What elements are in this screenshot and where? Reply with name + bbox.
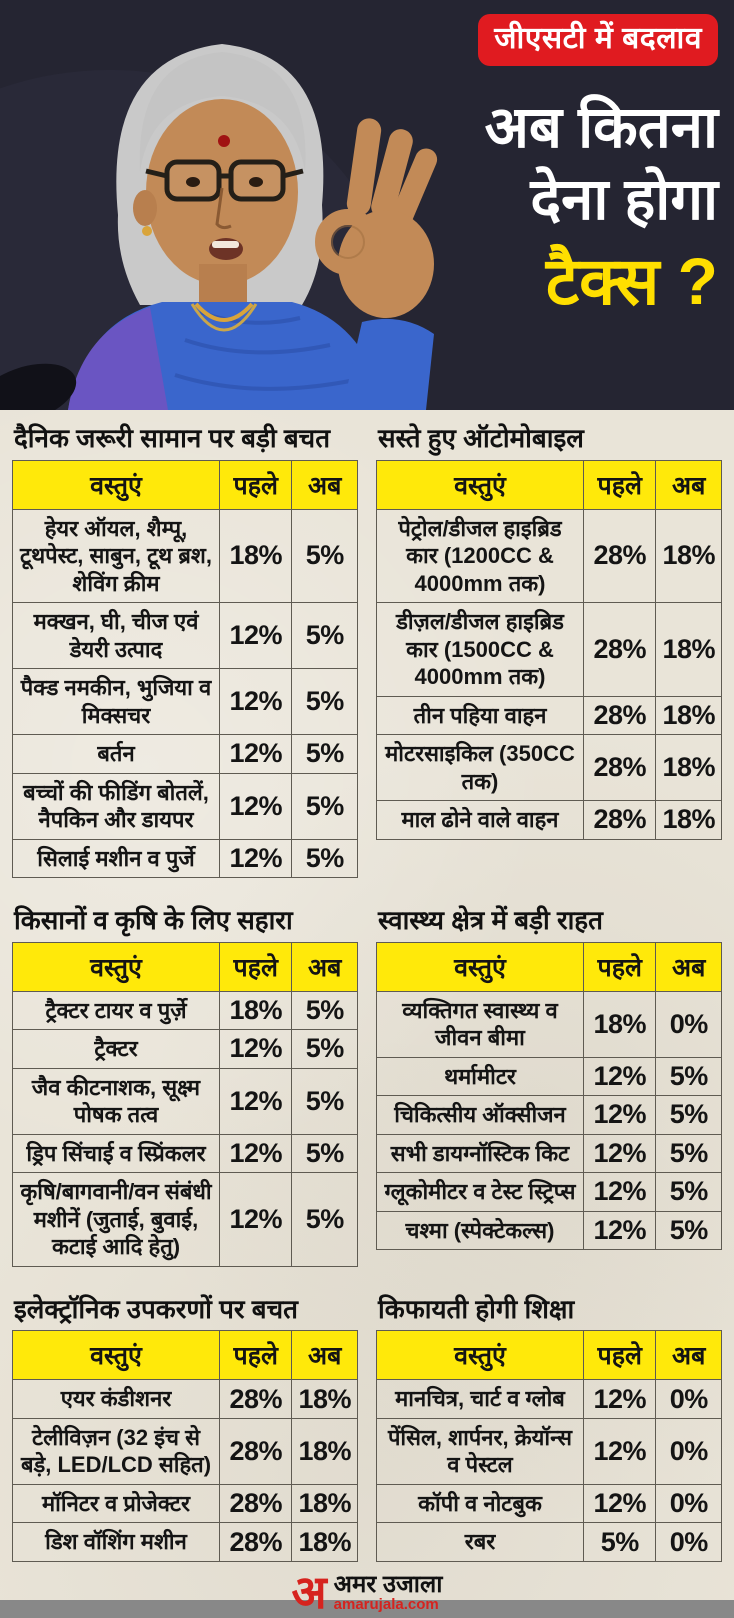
item-cell: रबर xyxy=(377,1523,584,1562)
rates-table xyxy=(376,1330,722,1562)
rate-now-cell: 18% xyxy=(292,1380,358,1419)
table-row xyxy=(377,696,722,735)
rate-before-cell: 12% xyxy=(220,669,292,735)
item-cell: बच्चों की फीडिंग बोतलें, नैपकिन और डायपर xyxy=(13,773,220,839)
item-cell: कॉपी व नोटबुक xyxy=(377,1484,584,1523)
column-header: अब xyxy=(292,460,358,509)
header-row xyxy=(13,942,358,991)
rate-now-cell: 5% xyxy=(292,773,358,839)
table-row xyxy=(377,1057,722,1096)
rate-now-cell: 5% xyxy=(656,1057,722,1096)
rate-now-cell: 18% xyxy=(656,696,722,735)
table-row xyxy=(377,603,722,697)
rate-before-cell: 12% xyxy=(584,1173,656,1212)
section-3 xyxy=(376,898,722,1267)
header-banner xyxy=(0,0,734,410)
item-cell: सिलाई मशीन व पुर्जे xyxy=(13,839,220,878)
rate-before-cell: 12% xyxy=(584,1096,656,1135)
section-4 xyxy=(12,1287,358,1562)
rate-now-cell: 18% xyxy=(656,603,722,697)
rates-table xyxy=(12,1330,358,1562)
rate-before-cell: 28% xyxy=(584,509,656,603)
rate-now-cell: 5% xyxy=(292,1068,358,1134)
item-cell: पेट्रोल/डीजल हाइब्रिड कार (1200CC & 4000mm तक) xyxy=(377,509,584,603)
section-5 xyxy=(376,1287,722,1562)
badge: जीएसटी में बदलाव xyxy=(478,14,718,66)
rates-table xyxy=(12,460,358,879)
item-cell: चिकित्सीय ऑक्सीजन xyxy=(377,1096,584,1135)
table-row xyxy=(13,839,358,878)
table-row xyxy=(13,1134,358,1173)
section-0 xyxy=(12,416,358,878)
item-cell: डिश वॉशिंग मशीन xyxy=(13,1523,220,1562)
table-row xyxy=(377,1211,722,1250)
table-row xyxy=(377,1523,722,1562)
rate-now-cell: 5% xyxy=(292,1173,358,1267)
rate-now-cell: 5% xyxy=(292,1134,358,1173)
section-title: सस्ते हुए ऑटोमोबाइल xyxy=(378,423,584,453)
column-header: पहले xyxy=(584,1331,656,1380)
rate-now-cell: 5% xyxy=(292,509,358,603)
header-row xyxy=(13,460,358,509)
item-cell: मक्खन, घी, चीज एवं डेयरी उत्पाद xyxy=(13,603,220,669)
rate-before-cell: 12% xyxy=(584,1484,656,1523)
rate-before-cell: 18% xyxy=(584,991,656,1057)
publisher-logo xyxy=(12,1567,722,1618)
rate-now-cell: 5% xyxy=(656,1096,722,1135)
rate-now-cell: 5% xyxy=(656,1211,722,1250)
table-row xyxy=(377,1418,722,1484)
rate-now-cell: 5% xyxy=(292,735,358,774)
column-header: अब xyxy=(656,1331,722,1380)
rate-now-cell: 0% xyxy=(656,1418,722,1484)
rate-now-cell: 18% xyxy=(292,1484,358,1523)
rate-before-cell: 5% xyxy=(584,1523,656,1562)
rate-before-cell: 12% xyxy=(220,839,292,878)
rate-now-cell: 5% xyxy=(292,991,358,1030)
item-cell: कृषि/बागवानी/वन संबंधी मशीनें (जुताई, बुवाई, कटाई आदि हेतु) xyxy=(13,1173,220,1267)
column-header: वस्तुएं xyxy=(13,942,220,991)
column-header: अब xyxy=(292,942,358,991)
table-row xyxy=(13,735,358,774)
item-cell: डीज़ल/डीजल हाइब्रिड कार (1500CC & 4000mm तक) xyxy=(377,603,584,697)
table-row xyxy=(377,1484,722,1523)
table-row xyxy=(13,1068,358,1134)
section-title: दैनिक जरूरी सामान पर बड़ी बचत xyxy=(14,423,331,453)
rate-before-cell: 28% xyxy=(220,1484,292,1523)
rate-before-cell: 18% xyxy=(220,509,292,603)
rate-before-cell: 12% xyxy=(584,1134,656,1173)
rate-before-cell: 12% xyxy=(220,603,292,669)
column-header: पहले xyxy=(584,460,656,509)
column-header: वस्तुएं xyxy=(377,460,584,509)
item-cell: थर्मामीटर xyxy=(377,1057,584,1096)
rate-now-cell: 5% xyxy=(656,1173,722,1212)
item-cell: ट्रैक्टर टायर व पुर्ज़े xyxy=(13,991,220,1030)
item-cell: जैव कीटनाशक, सूक्ष्म पोषक तत्व xyxy=(13,1068,220,1134)
content-area xyxy=(0,410,734,1618)
rate-now-cell: 5% xyxy=(292,669,358,735)
item-cell: ड्रिप सिंचाई व स्प्रिंकलर xyxy=(13,1134,220,1173)
section-title: इलेक्ट्रॉनिक उपकरणों पर बचत xyxy=(14,1293,298,1324)
table-row xyxy=(13,1030,358,1069)
item-cell: चश्मा (स्पेक्टेकल्स) xyxy=(377,1211,584,1250)
item-cell: टेलीविज़न (32 इंच से बड़े, LED/LCD सहित) xyxy=(13,1418,220,1484)
header-row xyxy=(377,460,722,509)
rate-now-cell: 5% xyxy=(292,839,358,878)
item-cell: मोटरसाइकिल (350CC तक) xyxy=(377,735,584,801)
section-title: स्वास्थ्य क्षेत्र में बड़ी राहत xyxy=(378,905,603,936)
finance-minister-photo xyxy=(0,0,450,410)
rate-before-cell: 28% xyxy=(584,735,656,801)
header-row xyxy=(377,1331,722,1380)
item-cell: व्यक्तिगत स्वास्थ्य व जीवन बीमा xyxy=(377,991,584,1057)
rate-before-cell: 28% xyxy=(584,801,656,840)
item-cell: मॉनिटर व प्रोजेक्टर xyxy=(13,1484,220,1523)
table-row xyxy=(13,669,358,735)
section-1 xyxy=(376,416,722,878)
publisher-site: amarujala.com xyxy=(333,1595,439,1613)
table-row xyxy=(377,991,722,1057)
rate-now-cell: 18% xyxy=(656,509,722,603)
item-cell: मानचित्र, चार्ट व ग्लोब xyxy=(377,1380,584,1419)
rate-before-cell: 12% xyxy=(584,1418,656,1484)
column-header: अब xyxy=(656,460,722,509)
column-header: पहले xyxy=(220,1331,292,1380)
column-header: अब xyxy=(292,1331,358,1380)
column-header: अब xyxy=(656,942,722,991)
column-header: वस्तुएं xyxy=(13,1331,220,1380)
table-row xyxy=(13,1523,358,1562)
rate-before-cell: 28% xyxy=(584,603,656,697)
item-cell: पैक्ड नमकीन, भुजिया व मिक्सचर xyxy=(13,669,220,735)
item-cell: पेंसिल, शार्पनर, क्रेयॉन्स व पेस्टल xyxy=(377,1418,584,1484)
tables-grid xyxy=(12,416,722,1562)
table-row xyxy=(377,509,722,603)
item-cell: सभी डायग्नॉस्टिक किट xyxy=(377,1134,584,1173)
rate-now-cell: 5% xyxy=(292,1030,358,1069)
rate-before-cell: 28% xyxy=(584,696,656,735)
rate-before-cell: 12% xyxy=(584,1211,656,1250)
page-title-line2: देना होगा xyxy=(530,167,718,232)
section-2 xyxy=(12,898,358,1267)
amar-ujala-logo-icon: अ xyxy=(291,1567,327,1618)
hero-text-block xyxy=(388,14,718,321)
rate-before-cell: 12% xyxy=(220,735,292,774)
rate-now-cell: 18% xyxy=(292,1418,358,1484)
item-cell: बर्तन xyxy=(13,735,220,774)
rate-before-cell: 18% xyxy=(220,991,292,1030)
table-row xyxy=(377,1096,722,1135)
item-cell: हेयर ऑयल, शैम्पू, टूथपेस्ट, साबुन, टूथ ब्रश, शेविंग क्रीम xyxy=(13,509,220,603)
page-title-line3: टैक्स ? xyxy=(545,244,718,318)
table-row xyxy=(13,1484,358,1523)
item-cell: ग्लूकोमीटर व टेस्ट स्ट्रिप्स xyxy=(377,1173,584,1212)
rate-now-cell: 0% xyxy=(656,1523,722,1562)
table-row xyxy=(13,1380,358,1419)
column-header: पहले xyxy=(220,460,292,509)
item-cell: तीन पहिया वाहन xyxy=(377,696,584,735)
column-header: वस्तुएं xyxy=(377,1331,584,1380)
table-row xyxy=(377,1134,722,1173)
table-row xyxy=(377,735,722,801)
table-row xyxy=(13,1173,358,1267)
table-row xyxy=(377,1173,722,1212)
rate-before-cell: 12% xyxy=(584,1057,656,1096)
rate-before-cell: 12% xyxy=(220,773,292,839)
item-cell: माल ढोने वाले वाहन xyxy=(377,801,584,840)
publisher-name: अमर उजाला xyxy=(333,1570,443,1598)
rate-now-cell: 5% xyxy=(292,603,358,669)
rate-before-cell: 28% xyxy=(220,1380,292,1419)
column-header: पहले xyxy=(220,942,292,991)
table-row xyxy=(13,773,358,839)
rates-table xyxy=(12,942,358,1267)
rate-before-cell: 28% xyxy=(220,1418,292,1484)
rates-table xyxy=(376,942,722,1251)
rate-before-cell: 28% xyxy=(220,1523,292,1562)
table-row xyxy=(13,603,358,669)
column-header: पहले xyxy=(584,942,656,991)
rates-table xyxy=(376,460,722,840)
rate-now-cell: 0% xyxy=(656,1484,722,1523)
item-cell: एयर कंडीशनर xyxy=(13,1380,220,1419)
item-cell: ट्रैक्टर xyxy=(13,1030,220,1069)
rate-now-cell: 0% xyxy=(656,991,722,1057)
rate-now-cell: 5% xyxy=(656,1134,722,1173)
column-header: वस्तुएं xyxy=(377,942,584,991)
rate-before-cell: 12% xyxy=(584,1380,656,1419)
table-row xyxy=(13,991,358,1030)
rate-now-cell: 18% xyxy=(656,801,722,840)
table-row xyxy=(377,1380,722,1419)
table-row xyxy=(13,1418,358,1484)
header-row xyxy=(377,942,722,991)
rate-now-cell: 0% xyxy=(656,1380,722,1419)
rate-now-cell: 18% xyxy=(292,1523,358,1562)
table-row xyxy=(377,801,722,840)
header-row xyxy=(13,1331,358,1380)
column-header: वस्तुएं xyxy=(13,460,220,509)
rate-before-cell: 12% xyxy=(220,1173,292,1267)
rate-before-cell: 12% xyxy=(220,1030,292,1069)
rate-before-cell: 12% xyxy=(220,1134,292,1173)
section-title: किसानों व कृषि के लिए सहारा xyxy=(14,905,293,936)
table-row xyxy=(13,509,358,603)
page-title-line1: अब कितना xyxy=(484,95,718,160)
section-title: किफायती होगी शिक्षा xyxy=(378,1293,575,1324)
rate-now-cell: 18% xyxy=(656,735,722,801)
rate-before-cell: 12% xyxy=(220,1068,292,1134)
